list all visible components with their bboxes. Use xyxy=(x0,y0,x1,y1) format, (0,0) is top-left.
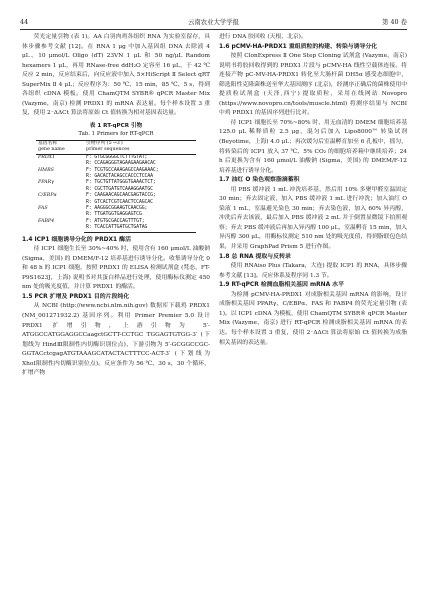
forward-primer: F: ATGTGCGACCAGTTTGT; xyxy=(86,218,145,224)
journal-title: 云南农业大学学报 xyxy=(187,18,240,26)
paragraph-rna-extraction: 使用 RNAiso Plus (Takara，大连) 提取 ICP1 的 RNA，具体步骤参考文献 [13]。反应体系及程序同 1.3 节。 xyxy=(219,263,407,279)
paragraph-gel-recovery: 进行 DNA 胶回收 (天根，北京)。 xyxy=(219,34,307,40)
paragraph-oil-red-staining: 用 PBS 缓冲液 1 mL 冲洗培养基，然后用 10% 多聚甲醛室温固定 30 min；弃去固定液，加入 PBS 缓冲液 1 mL 进行冲洗；加入油红 O 染液 1 mL，室温避光染色 30 min；弃去染色液，加入 60% 异丙醇，冲洗后弃去该液，最后加入 PBS 缓冲液 2 mL 并于倒置显微镜下拍照观察；弃去 PBS 缓冲液后再加入异丙醇 100 μL，室温孵育 15 min，加入异丙醇 300 μL，用酶标仪测定 510 nm 处的吸光度值，得到脂联包色结果，并采用 GraphPad Prism 5 进行作图。 xyxy=(219,186,407,251)
gene-name: FAS xyxy=(38,205,48,211)
header-rule xyxy=(20,29,407,30)
section-heading-1-6: 1.6 pCMV-HA-PRDX1 重组质粒的构建、转染与诱导分化 xyxy=(219,43,378,50)
page-number: 44 xyxy=(20,18,29,26)
forward-primer: F: GTGCGGGGCTCTTTGTAT; xyxy=(86,154,148,160)
forward-primer: F: CAAGAACAGCAACGAGTACCG; xyxy=(86,193,156,199)
paragraph-transfection: 待 ICP1 细胞长至 70%~80% 时，用无血清的 DMEM 细胞培养基 125.0 μL 稀释质粒 2.5 μg，混匀后加入 Lipo8000™ 转染试剂 (Beyotime，上海) 4.0 μL；再次缓匀后室温孵育加至 6 孔板中，摇匀，将转染后的 ICP1 放入 37 ℃、5% CO₂ 的细胞培养箱中继续培养；24 h 后更换为含有 160 μmol/L 油酸钠 (Sigma，美国) 的 DMEM/F-12 培养基进行诱导分化。 xyxy=(219,119,407,174)
paragraph-rt-qpcr: 为检测 pCMV-HA-PRDX1 对成脂相关基因 mRNA 的影响，设计成脂相关基因 PPARγ、C/EBPα、FAS 和 FABP4 的荧光定量引物 (表 1)。以 ICP1 cDNA 为模板，使用 ChamQTM SYBR® qPCR Master Mix (Vazyme，南京) 进行 RT-qPCR 检测成脂相关基因 mRNA 的表达。每个样本设置 3 重复，使用 2⁻ΔΔCt 算法将原始 Ct 值转换为成脂相关基因的表达量。 xyxy=(219,291,407,346)
reverse-primer: R: GACACTACAGCCACCCTCCAA xyxy=(86,173,153,179)
paragraph-rna-cdna: 荧光定量引物 (表 1)。AA 白羽肉鸡各组织 RNA 为实验室留存，具体步骤参考文献 [12]。在 RNA 1 μg 中加入基因组 DNA 去除液 4 μL、10 μmol/L Oligo (dT) 23VN 1 μL 和 50 ng/μL Random hexamers 1 μL，再用 RNase-free ddH₂O 定容至 16 μL，于 42 ℃ 反应 2 min，反应结束后，向反应液中加入 5×HiScript Ⅱ Select qRT SuperMix Ⅱ 4 μL；反应程序为：50 ℃、15 min，85 ℃、5 s，得到各组织 cDNA 模板。使用 ChamQTM SYBR® qPCR Master Mix (Vazyme，南京) 检测 PRDX1 的 mRNA 表达量。每个样本设置 3 重复，使用 2⁻ΔΔCt 算法将原始 Ct 值转换为相对基因表达量。 xyxy=(22,34,210,117)
left-column xyxy=(22,33,210,379)
table-caption-en: Tab. 1 Primers for RT-qPCR xyxy=(78,130,154,137)
paragraph-enzyme-activity: 待 ICP1 细胞生长至 30%~40% 时，使用含有 160 μmol/L 油酸钠 (Sigma，美国) 的 DMEM/F-12 培养基进行诱导分化。收集诱导分化 0 和 48 h 的 ICP1 细胞，按照 PRDX1 的 ELISA 检测试剂盒 (梵态，FT-P9S1623J，上海) 说明书对其蛋白样品进行处理，使用酶标仪测定 450 nm 处的吸光度值，并计算 PRDX1 的酶活。 xyxy=(22,246,210,291)
paragraph-cloning: 按照 ClonExpress Ⅱ One Step Cloning 试剂盒 (Vazyme，南京) 说明书将胶回收得到的 PRDX1 片段与 pCMV-HA 线性空载体连接。将连接产物 pC-MV-HA-PRDX1 转化至大肠杆菌 DH5α 感受态细胞中，筛选阳性克隆菌株送至华大基因测序 (北京)，经测序正确后的菌株使用中提质粒试剂盒 (天泽,西宁) 提取质粒，采用在线网站 Novopro (https://www.novopro.cn/tools/muscle.html) 将测序结果与 NCBI 中鸡 PRDX1 的基因序列进行比对。 xyxy=(219,53,407,117)
gene-name: HMBS xyxy=(38,167,54,173)
section-heading-1-4: 1.4 ICP1 细胞诱导分化的 PRDX1 酶活 xyxy=(22,236,131,243)
forward-primer: F: TGCTGTTATGGGTGAAACTCT; xyxy=(86,180,156,186)
primer-table xyxy=(36,140,196,233)
right-column xyxy=(219,33,407,348)
table-caption-cn: 表 1 RT-qPCR 引物 xyxy=(89,122,143,129)
section-heading-1-5: 1.5 PCR 扩增及 PRDX1 目的片段纯化 xyxy=(22,293,130,300)
running-head xyxy=(20,16,407,28)
gene-name: PRDX1 xyxy=(38,154,56,160)
gene-name: FABP4 xyxy=(38,218,55,224)
volume-label: 第 40 卷 xyxy=(382,18,407,26)
forward-primer: F: TCGTGCCAAAGAGCCAAGAAAC; xyxy=(86,167,159,173)
reverse-primer: R: TCACCATTGATGCTGATAG xyxy=(84,225,196,232)
reverse-primer: R: CGCTTGATGTCAAAGGAATGC xyxy=(86,186,153,192)
gene-name: C/EBPα xyxy=(38,193,57,199)
reverse-primer: R: GTCACTCGTCAACTCCAGCAC xyxy=(86,199,153,205)
reverse-primer: R: CCAGAGGGTAGAAGAAGAACAC xyxy=(86,161,156,167)
forward-primer: F: AAGGGCGGAAGTCAACGG; xyxy=(86,205,148,211)
reverse-primer: R: TTGATGGTGAGGAGTCG xyxy=(86,212,142,218)
section-heading-1-8: 1.8 总 RNA 提取与反转录 xyxy=(219,253,291,260)
table-header-primer: 引物序列 (5′→3′) primer sequences xyxy=(84,140,196,154)
table-header-gene: 基因名称 gene name xyxy=(36,140,84,154)
paragraph-pcr: 从 NCBI (http://www.ncbi.nlm.nih.gov) 数据库下载鸡 PRDX1 (NM_001271932.2) 基因序列。利用 Primer Premier 5.0 设计 PRDX1 扩增引物，上游引物为 5′-ATGGCCATGGAGGCCaagctGCTT-CCTGC TGGAGTGTGG-3′ (下划线为 HindⅢ限制性内切酶识别位点)，下游引物为 5′-GCGGCCGC-GGTACctcgagATGTAAAGCATACTACTTTCC-ACT-3′ (下划线为 XhoⅠ限制性内切酶识别位点)。反应条件为 56 ℃、30 s，30 个循环，扩增产物 xyxy=(22,303,210,377)
primer-table-block xyxy=(22,122,210,233)
section-heading-1-9: 1.9 RT-qPCR 检测血脂相关基因 mRNA 水平 xyxy=(219,282,344,289)
gene-name: PPARγ xyxy=(38,180,54,186)
section-heading-1-7: 1.7 油红 O 染色观察脂滴蓄积 xyxy=(219,177,300,184)
